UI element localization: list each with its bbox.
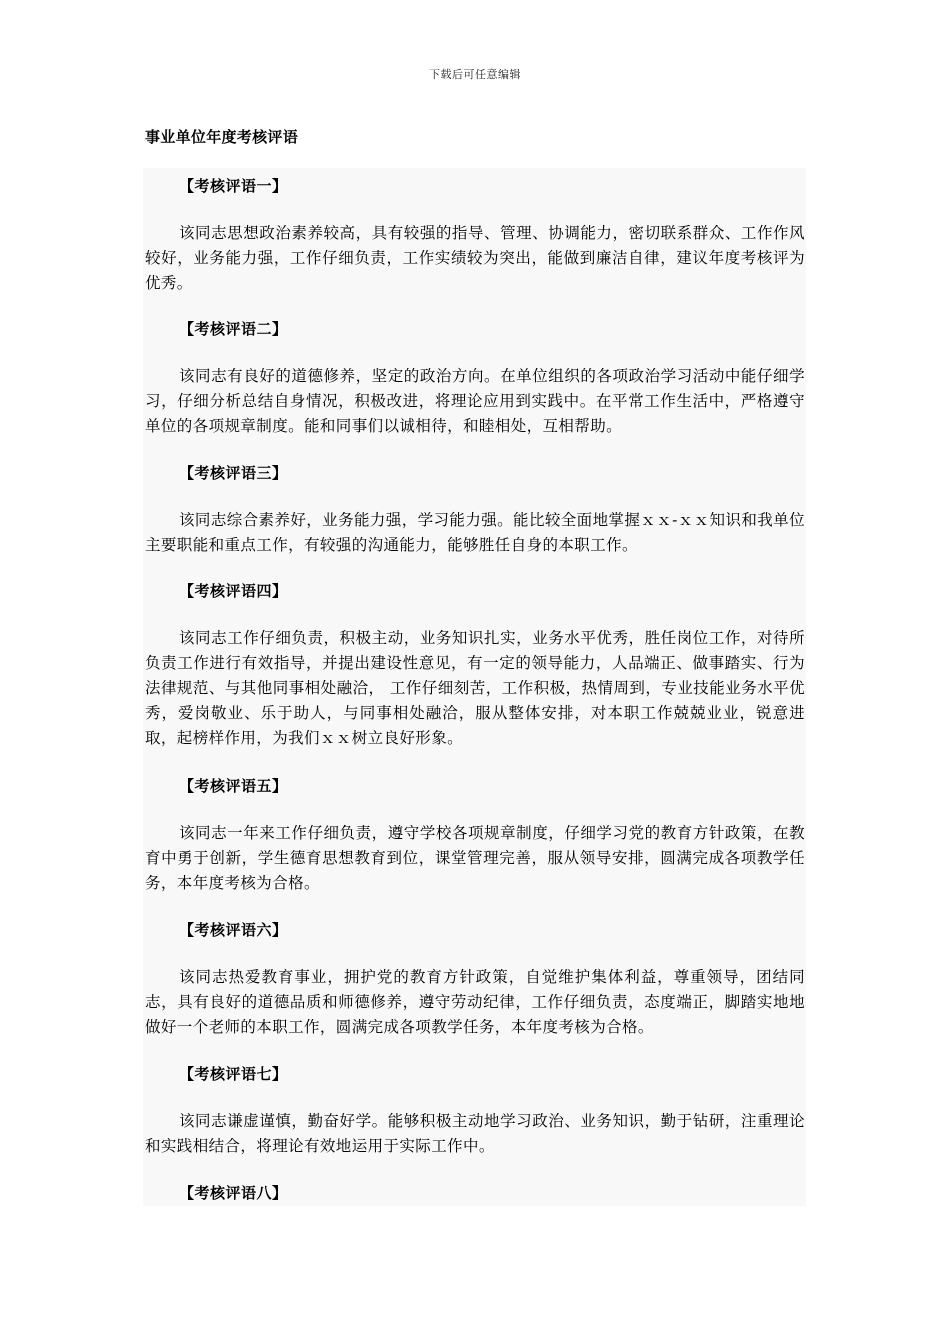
section-heading: 【考核评语四】 [179,582,288,600]
download-note: 下载后可任意编辑 [429,68,521,81]
section-heading: 【考核评语六】 [179,921,288,939]
evaluation-section-7 [145,1063,805,1159]
document-title: 事业单位年度考核评语 [145,128,299,146]
evaluation-section-5 [145,775,805,896]
evaluation-section-4 [145,580,805,751]
section-body: 该同志热爱教育事业，拥护党的教育方针政策，自觉维护集体利益，尊重领导，团结同志，具有良好的道德品质和师德修养，遵守劳动纪律，工作仔细负责，态度端正，脚踏实地地做好一个老师的本职工作，圆满完成各项教学任务，本年度考核为合格。 [145,968,805,1036]
section-body: 该同志一年来工作仔细负责，遵守学校各项规章制度，仔细学习党的教育方针政策，在教育中勇于创新，学生德育思想教育到位，课堂管理完善，服从领导安排，圆满完成各项教学任务，本年度考核为合格。 [145,824,805,892]
evaluation-section-2 [145,318,805,439]
section-heading: 【考核评语三】 [179,464,288,482]
evaluation-section-8 [145,1182,805,1204]
section-body: 该同志综合素养好，业务能力强，学习能力强。能比较全面地掌握ｘｘ-ｘｘ知识和我单位主要职能和重点工作，有较强的沟通能力，能够胜任自身的本职工作。 [145,511,805,554]
section-heading: 【考核评语一】 [179,177,288,195]
evaluation-section-3 [145,462,805,558]
section-heading: 【考核评语七】 [179,1065,288,1083]
evaluation-section-6 [145,919,805,1040]
section-heading: 【考核评语八】 [179,1184,288,1202]
evaluation-section-1 [145,175,805,296]
section-heading: 【考核评语五】 [179,777,288,795]
section-heading: 【考核评语二】 [179,320,288,338]
section-body: 该同志谦虚谨慎，勤奋好学。能够积极主动地学习政治、业务知识，勤于钻研，注重理论和实践相结合，将理论有效地运用于实际工作中。 [145,1112,805,1155]
section-body: 该同志有良好的道德修养，坚定的政治方向。在单位组织的各项政治学习活动中能仔细学习，仔细分析总结自身情况，积极改进，将理论应用到实践中。在平常工作生活中，严格遵守单位的各项规章制度。能和同事们以诚相待，和睦相处，互相帮助。 [145,367,805,435]
section-body: 该同志工作仔细负责，积极主动，业务知识扎实，业务水平优秀，胜任岗位工作，对待所负责工作进行有效指导，并提出建设性意见，有一定的领导能力，人品端正、做事踏实、行为法律规范、与其他同事相处融洽， 工作仔细刻苦，工作积极，热情周到，专业技能业务水平优秀，爱岗敬业、乐于助人，与同事相处融洽，服从整体安排，对本职工作兢兢业业，锐意进取，起榜样作用，为我们ｘｘ树立良好形象。 [145,629,805,747]
section-body: 该同志思想政治素养较高，具有较强的指导、管理、协调能力，密切联系群众、工作作风较好，业务能力强，工作仔细负责，工作实绩较为突出，能做到廉洁自律，建议年度考核评为优秀。 [145,224,805,292]
